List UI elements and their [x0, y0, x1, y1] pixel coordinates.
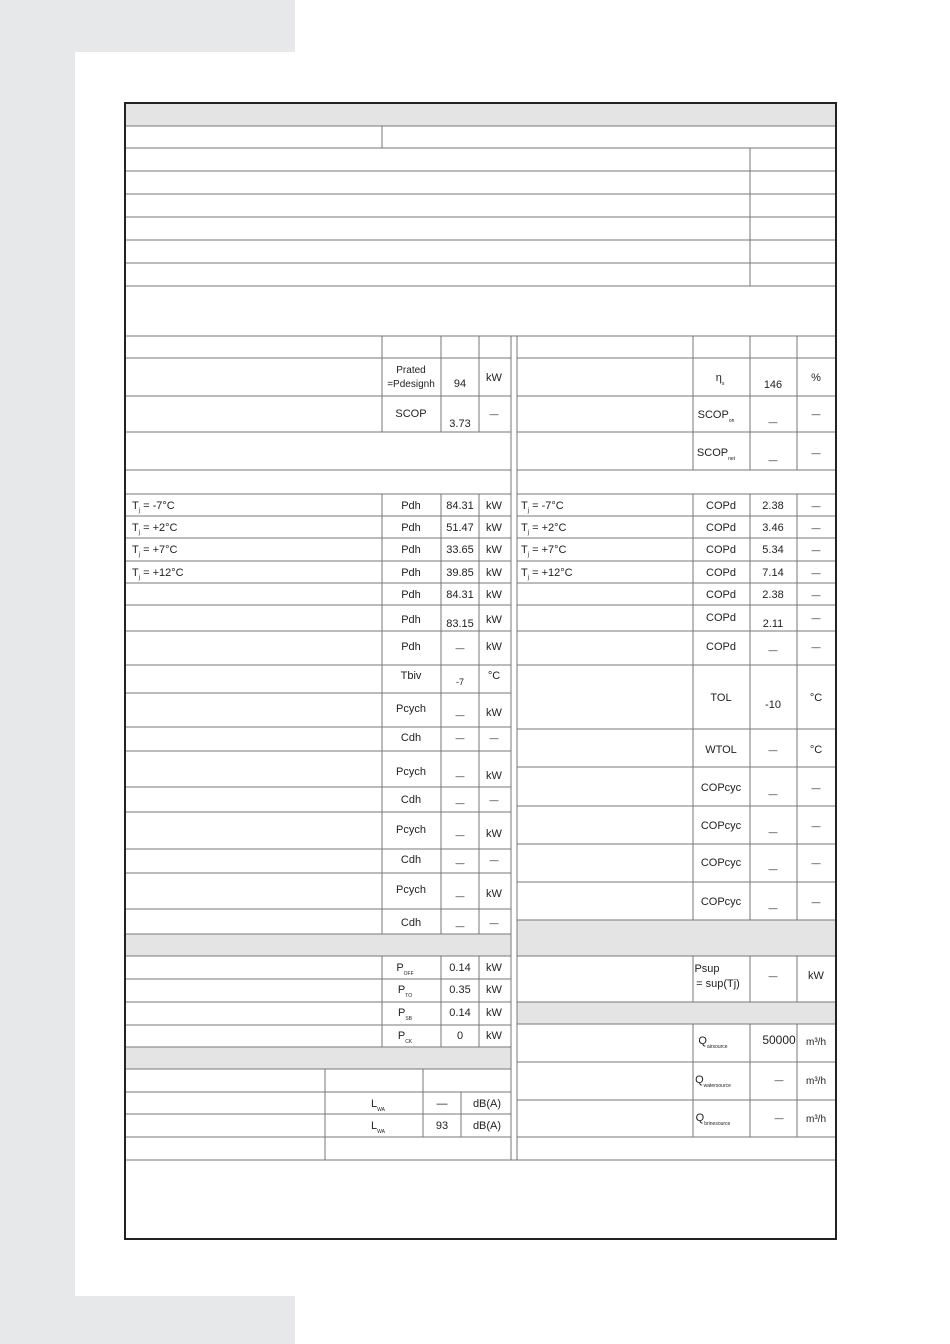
copcyc-value: —	[768, 827, 778, 837]
cop-condition-label: $T_j = -7^\circ C$	[521, 500, 564, 514]
capacity-value: 33.65	[446, 544, 474, 556]
power-value: 0	[456, 1030, 464, 1042]
psup-symbol: Psup	[694, 963, 720, 975]
extra-symbol: Tbiv	[400, 670, 422, 682]
flow-unit: m³/h	[806, 1076, 826, 1087]
extra-cop-unit: —	[811, 642, 821, 652]
flow-symbol: $Q_{watersource}$	[695, 1074, 731, 1089]
capacity-symbol: Pdh	[401, 567, 421, 579]
power-symbol: $P_{CK}$	[397, 1030, 413, 1045]
extra-cop-symbol: COPd	[706, 641, 736, 653]
wtol-unit: °C	[809, 744, 823, 756]
extra-unit: —	[489, 733, 499, 743]
power-symbol: $P_{OFF}$	[396, 962, 414, 977]
cop-unit: —	[811, 568, 821, 578]
power-symbol: $P_{TO}$	[397, 984, 413, 999]
extra-unit: kW	[486, 770, 502, 782]
capacity-condition-label: $T_j = +7^\circ C$	[132, 544, 178, 558]
scop-net-value: —	[768, 455, 778, 465]
flow-value: —	[774, 1075, 784, 1085]
sound-symbol: $L_{WA}$	[371, 1120, 385, 1135]
prated-symbol-2: =Pdesignh	[387, 379, 435, 390]
extra-value: —	[455, 798, 465, 808]
copcyc-unit: —	[811, 897, 821, 907]
extra-symbol: Pcych	[396, 766, 426, 778]
power-unit: kW	[486, 962, 502, 974]
power-unit: kW	[486, 1007, 502, 1019]
extra-symbol: Pdh	[401, 614, 421, 626]
extra-symbol: Pdh	[401, 589, 421, 601]
flow-symbol: $Q_{airsource}$	[698, 1035, 728, 1050]
extra-symbol: Pcych	[396, 703, 426, 715]
extra-unit: —	[489, 855, 499, 865]
extra-cop-value: —	[768, 645, 778, 655]
cop-symbol: COPd	[706, 567, 736, 579]
scop-unit: —	[489, 409, 499, 419]
copcyc-symbol: COPcyc	[700, 896, 742, 908]
copcyc-value: —	[768, 903, 778, 913]
extra-value: —	[455, 710, 465, 720]
extra-unit: kW	[486, 888, 502, 900]
psup-symbol-2: = sup(Tj)	[696, 978, 740, 990]
cop-symbol: COPd	[706, 522, 736, 534]
tol-symbol: TOL	[710, 692, 732, 704]
capacity-unit: kW	[486, 567, 502, 579]
sound-unit: dB(A)	[472, 1098, 502, 1110]
extra-value: 84.31	[446, 589, 474, 601]
capacity-unit: kW	[486, 544, 502, 556]
scop-on-symbol: $SCOP_{on}$	[697, 409, 735, 424]
power-value: 0.14	[449, 962, 471, 974]
extra-value: —	[455, 921, 465, 931]
scop-net-symbol: $SCOP_{net}$	[696, 447, 736, 462]
copcyc-value: —	[768, 789, 778, 799]
extra-unit: —	[489, 795, 499, 805]
capacity-unit: kW	[486, 500, 502, 512]
scop-value: 3.73	[449, 418, 471, 430]
extra-cop-unit: —	[811, 613, 821, 623]
extra-cop-unit: —	[811, 590, 821, 600]
sound-value: —	[436, 1098, 448, 1110]
extra-symbol: Cdh	[400, 732, 422, 744]
scop-on-unit: —	[811, 409, 821, 419]
section-band-right-2	[517, 1002, 836, 1024]
flow-value: —	[774, 1113, 784, 1123]
flow-symbol: $Q_{brinesource}$	[695, 1112, 731, 1127]
cop-value: 2.38	[762, 500, 784, 512]
capacity-symbol: Pdh	[401, 522, 421, 534]
scop-net-unit: —	[811, 448, 821, 458]
sound-symbol: $L_{WA}$	[371, 1098, 385, 1113]
section-band-left-1	[125, 934, 511, 956]
cop-condition-label: $T_j = +12^\circ C$	[521, 567, 573, 581]
sound-value: 93	[435, 1120, 449, 1132]
cop-condition-label: $T_j = +7^\circ C$	[521, 544, 567, 558]
power-unit: kW	[486, 984, 502, 996]
extra-value: —	[455, 830, 465, 840]
copcyc-unit: —	[811, 821, 821, 831]
flow-unit: m³/h	[806, 1114, 826, 1125]
extra-value: —	[455, 891, 465, 901]
cop-symbol: COPd	[706, 500, 736, 512]
extra-unit: kW	[486, 589, 502, 601]
tol-unit: °C	[809, 692, 823, 704]
cop-unit: —	[811, 545, 821, 555]
extra-unit: kW	[486, 614, 502, 626]
eta-value: 146	[763, 379, 783, 391]
power-unit: kW	[486, 1030, 502, 1042]
extra-symbol: Cdh	[400, 794, 422, 806]
extra-unit: kW	[486, 641, 502, 653]
eta-unit: %	[811, 372, 821, 384]
scop-on-value: —	[768, 417, 778, 427]
table-title-band	[125, 103, 836, 126]
extra-cop-value: 2.11	[762, 618, 784, 630]
cop-unit: —	[811, 501, 821, 511]
extra-cop-symbol: COPd	[706, 589, 736, 601]
cop-condition-label: $T_j = +2^\circ C$	[521, 522, 567, 536]
psup-unit: kW	[808, 970, 824, 982]
prated-unit: kW	[486, 372, 502, 384]
wtol-symbol: WTOL	[705, 744, 737, 756]
copcyc-symbol: COPcyc	[700, 857, 742, 869]
extra-symbol: Pdh	[401, 641, 421, 653]
cop-value: 7.14	[762, 567, 784, 579]
extra-value: —	[455, 858, 465, 868]
extra-symbol: Pcych	[396, 884, 426, 896]
cop-value: 3.46	[762, 522, 784, 534]
extra-value: —	[455, 771, 465, 781]
power-value: 0.35	[449, 984, 471, 996]
capacity-symbol: Pdh	[401, 500, 421, 512]
sound-unit: dB(A)	[472, 1120, 502, 1132]
capacity-unit: kW	[486, 522, 502, 534]
copcyc-symbol: COPcyc	[700, 782, 742, 794]
extra-cop-symbol: COPd	[706, 612, 736, 624]
section-band-right-1	[517, 920, 836, 956]
wtol-value: —	[768, 745, 778, 755]
extra-value: 83.15	[446, 618, 474, 630]
cop-value: 5.34	[762, 544, 784, 556]
capacity-value: 39.85	[446, 567, 474, 579]
tol-value: -10	[765, 699, 781, 711]
psup-value: —	[768, 971, 778, 981]
extra-unit: kW	[486, 707, 502, 719]
extra-value: —	[455, 733, 465, 743]
copcyc-unit: —	[811, 783, 821, 793]
extra-symbol: Cdh	[400, 917, 422, 929]
copcyc-value: —	[768, 864, 778, 874]
extra-unit: kW	[486, 828, 502, 840]
power-symbol: $P_{SB}$	[397, 1007, 413, 1022]
copcyc-unit: —	[811, 858, 821, 868]
cop-symbol: COPd	[706, 544, 736, 556]
extra-unit: —	[489, 918, 499, 928]
section-band-left-2	[125, 1047, 511, 1069]
flow-unit: m³/h	[806, 1037, 826, 1048]
capacity-symbol: Pdh	[401, 544, 421, 556]
extra-value: -7	[455, 677, 465, 687]
flow-value: 50000	[762, 1033, 796, 1047]
cop-unit: —	[811, 523, 821, 533]
scop-symbol: SCOP	[395, 408, 427, 420]
extra-symbol: Cdh	[400, 854, 422, 866]
capacity-condition-label: $T_j = -7^\circ C$	[132, 500, 175, 514]
extra-symbol: Pcych	[396, 824, 426, 836]
prated-value: 94	[453, 378, 467, 390]
capacity-condition-label: $T_j = +2^\circ C$	[132, 522, 178, 536]
copcyc-symbol: COPcyc	[700, 820, 742, 832]
extra-cop-value: 2.38	[762, 589, 784, 601]
eta-symbol: $\eta_s$	[715, 372, 725, 387]
prated-symbol: Prated	[396, 365, 426, 376]
power-value: 0.14	[449, 1007, 471, 1019]
capacity-value: 84.31	[446, 500, 474, 512]
capacity-condition-label: $T_j = +12^\circ C$	[132, 567, 184, 581]
extra-value: —	[455, 643, 465, 653]
capacity-value: 51.47	[446, 522, 474, 534]
extra-unit: °C	[487, 670, 501, 682]
